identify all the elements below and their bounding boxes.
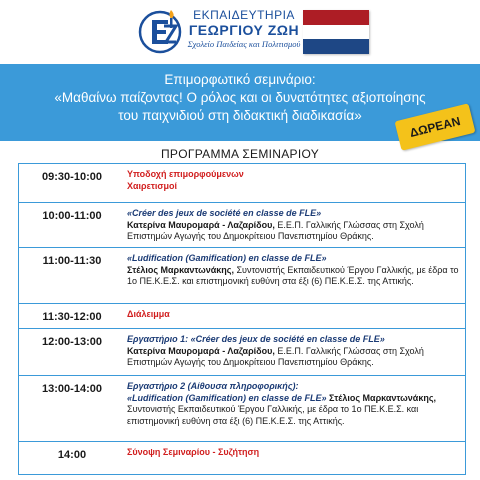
flag-stripe-white	[303, 25, 369, 40]
row-time: 09:30-10:00	[42, 171, 102, 183]
row-event: Χαιρετισμοί	[127, 180, 178, 191]
table-row	[19, 442, 465, 475]
row-desc	[125, 203, 465, 247]
row-desc	[125, 164, 465, 202]
row-speaker-desc: Συντονιστής Εκπαιδευτικού Έργου Γαλλικής, με έδρα το 1ο ΠΕ.Κ.Ε.Σ. και επιστημονική ευθύνη στα έξι (6) ΠΕ.Κ.Ε.Σ. της Αττικής.	[127, 404, 419, 426]
row-event: Σύνοψη Σεμιναρίου - Συζήτηση	[127, 447, 260, 457]
row-desc	[125, 329, 465, 375]
school-motto: Σχολείο Παιδείας και Πολιτισμού	[187, 39, 301, 49]
row-speaker: Κατερίνα Μαυρομαρά - Λαζαρίδου,	[127, 219, 275, 230]
row-session-title: Εργαστήριο 1: «Créer des jeux de société en classe de FLE»	[127, 334, 385, 344]
row-time: 12:00-13:00	[42, 336, 102, 348]
row-event: Υποδοχή επιμορφούμενων	[127, 169, 244, 179]
row-session-subtitle: «Ludification (Gamification) en classe de FLE»	[127, 392, 327, 403]
banner-line1: Επιμορφωτικό σεμινάριο:	[164, 72, 316, 87]
table-row	[19, 304, 465, 329]
free-badge: ΔΩΡΕΑΝ	[394, 103, 475, 150]
row-event: Διάλειμμα	[127, 309, 170, 319]
banner-line2: «Μαθαίνω παίζοντας! Ο ρόλος και οι δυνατότητες αξιοποίησης	[54, 90, 426, 105]
row-time: 14:00	[57, 449, 87, 461]
row-time: 10:00-11:00	[42, 210, 102, 222]
row-desc	[125, 442, 465, 474]
school-name-line1: ΕΚΠΑΙΔΕΥΤΗΡΙΑ	[193, 8, 295, 22]
row-time: 11:30-12:00	[42, 311, 102, 323]
seminar-banner	[0, 64, 480, 141]
table-row	[19, 164, 465, 203]
program-table	[18, 163, 466, 475]
row-session-title: «Créer des jeux de société en classe de FLE»	[127, 208, 322, 218]
table-row	[19, 376, 465, 442]
row-session-title: «Ludification (Gamification) en classe de FLE»	[127, 253, 327, 263]
row-time: 13:00-14:00	[42, 383, 102, 395]
row-speaker-desc: Ε.Ε.Π. Γαλλικής Γλώσσας στη Σχολή Επιστημών Αγωγής του Δημοκρίτειου Πανεπιστημίου Θράκης.	[127, 219, 424, 241]
school-name-line2: ΓΕΩΡΓΙΟΥ ΖΩΗ	[188, 22, 300, 38]
school-name	[186, 8, 302, 50]
table-row	[19, 248, 465, 304]
row-desc	[125, 376, 465, 441]
row-session-title: Εργαστήριο 2 (Αίθουσα πληροφορικής):	[127, 381, 299, 391]
table-row	[19, 329, 465, 376]
banner-line3: του παιχνιδιού στη διδακτική διαδικασία»	[118, 108, 362, 123]
program-title: ΠΡΟΓΡΑΜΜΑ ΣΕΜΙΝΑΡΙΟΥ	[160, 147, 320, 161]
row-speaker-desc: Ε.Ε.Π. Γαλλικής Γλώσσας στη Σχολή Επιστημών Αγωγής του Δημοκρίτειου Πανεπιστημίου Θράκης.	[127, 345, 424, 367]
table-row	[19, 203, 465, 248]
header	[0, 0, 480, 64]
row-time: 11:00-11:30	[42, 255, 102, 267]
flag-stripe-blue	[303, 39, 369, 54]
netherlands-flag-icon	[303, 10, 369, 54]
flag-stripe-red	[303, 10, 369, 25]
row-speaker: Στέλιος Μαρκαντωνάκης,	[127, 264, 234, 275]
row-speaker-desc: Συντονιστής Εκπαιδευτικού Έργου Γαλλικής, με έδρα το 1ο ΠΕ.Κ.Ε.Σ. και επιστημονική ευθύνη στα έξι (6) ΠΕ.Κ.Ε.Σ. της Αττικής.	[127, 264, 459, 286]
row-speaker: Κατερίνα Μαυρομαρά - Λαζαρίδου,	[127, 345, 275, 356]
row-desc	[125, 248, 465, 303]
row-desc	[125, 304, 465, 328]
torch-ez-logo-icon	[138, 6, 184, 56]
row-speaker: Στέλιος Μαρκαντωνάκης,	[326, 392, 437, 403]
